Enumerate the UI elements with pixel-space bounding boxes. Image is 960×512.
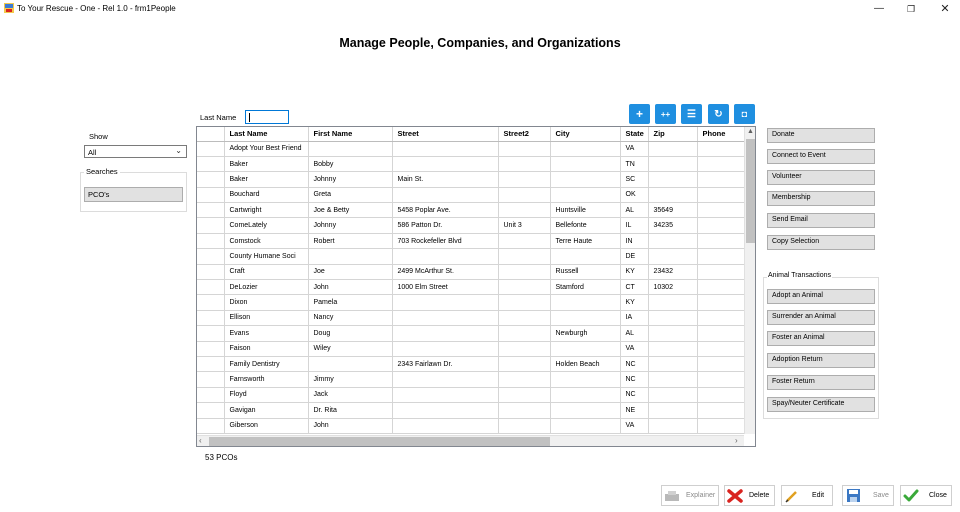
table-cell[interactable] <box>697 356 745 371</box>
window-title: To Your Rescue - One - Rel 1.0 - frm1People <box>17 4 176 13</box>
table-cell[interactable] <box>697 233 745 248</box>
table-cell[interactable] <box>392 387 498 402</box>
checkmark-icon <box>901 487 921 505</box>
table-cell[interactable]: Dr. Rita <box>308 403 392 418</box>
delete-x-icon <box>725 487 745 505</box>
table-cell[interactable] <box>498 203 550 218</box>
table-cell[interactable]: Huntsville <box>550 203 620 218</box>
table-cell[interactable] <box>550 403 620 418</box>
table-cell[interactable] <box>648 156 697 171</box>
table-cell[interactable]: 34235 <box>648 218 697 233</box>
table-cell[interactable]: AL <box>620 326 648 341</box>
table-row[interactable] <box>197 172 745 187</box>
table-row[interactable] <box>197 233 745 248</box>
show-value: All <box>88 148 97 157</box>
table-cell[interactable] <box>697 156 745 171</box>
send-email-button[interactable]: Send Email <box>767 213 875 228</box>
explainer-label: Explainer <box>686 492 716 499</box>
table-cell[interactable] <box>498 387 550 402</box>
row-header-corner <box>197 127 224 141</box>
table-cell[interactable]: NE <box>620 403 648 418</box>
table-cell[interactable] <box>648 187 697 202</box>
close-window-button[interactable]: ✕ <box>940 3 950 15</box>
table-cell[interactable]: 1000 Elm Street <box>392 280 498 295</box>
table-cell[interactable] <box>648 341 697 356</box>
column-header[interactable]: Phone <box>697 127 745 141</box>
table-cell[interactable] <box>697 264 745 279</box>
table-cell[interactable] <box>498 372 550 387</box>
table-row[interactable] <box>197 326 745 341</box>
table-cell[interactable]: Russell <box>550 264 620 279</box>
table-cell[interactable]: KY <box>620 295 648 310</box>
table-row[interactable] <box>197 156 745 171</box>
search-pcos-button[interactable]: PCO's <box>84 187 183 202</box>
row-header[interactable] <box>197 280 224 295</box>
table-cell[interactable] <box>697 341 745 356</box>
refresh-icon: ↻ <box>714 108 723 120</box>
scroll-right-icon[interactable]: › <box>735 436 738 445</box>
donate-button[interactable]: Donate <box>767 128 875 143</box>
table-cell[interactable]: John <box>308 280 392 295</box>
row-header[interactable] <box>197 372 224 387</box>
table-cell[interactable]: IN <box>620 233 648 248</box>
table-cell[interactable]: VA <box>620 341 648 356</box>
table-cell[interactable] <box>392 326 498 341</box>
table-cell[interactable]: Bobby <box>308 156 392 171</box>
table-cell[interactable]: Farnsworth <box>224 372 308 387</box>
list-button[interactable] <box>681 104 702 124</box>
table-cell[interactable]: 586 Patton Dr. <box>392 218 498 233</box>
table-cell[interactable]: Baker <box>224 156 308 171</box>
horizontal-scroll-thumb[interactable] <box>209 437 550 446</box>
save-label: Save <box>873 492 889 499</box>
table-row[interactable] <box>197 356 745 371</box>
table-cell[interactable]: 5458 Poplar Ave. <box>392 203 498 218</box>
table-cell[interactable]: 35649 <box>648 203 697 218</box>
table-row[interactable] <box>197 280 745 295</box>
table-cell[interactable]: Doug <box>308 326 392 341</box>
last-name-label: Last Name <box>200 113 237 122</box>
table-cell[interactable] <box>648 418 697 433</box>
edit-button[interactable] <box>781 485 833 506</box>
table-cell[interactable]: 2343 Fairlawn Dr. <box>392 356 498 371</box>
table-cell[interactable]: Cartwright <box>224 203 308 218</box>
table-cell[interactable]: Evans <box>224 326 308 341</box>
table-cell[interactable]: Nancy <box>308 310 392 325</box>
table-cell[interactable] <box>697 249 745 264</box>
volunteer-button[interactable]: Volunteer <box>767 170 875 185</box>
table-cell[interactable]: Johnny <box>308 172 392 187</box>
table-cell[interactable]: TN <box>620 156 648 171</box>
table-cell[interactable] <box>697 218 745 233</box>
table-row[interactable] <box>197 372 745 387</box>
table-row[interactable] <box>197 218 745 233</box>
table-cell[interactable]: IL <box>620 218 648 233</box>
table-cell[interactable]: Giberson <box>224 418 308 433</box>
table-cell[interactable] <box>550 387 620 402</box>
table-cell[interactable] <box>648 372 697 387</box>
table-row[interactable] <box>197 249 745 264</box>
table-cell[interactable] <box>697 172 745 187</box>
animal-transactions-label: Animal Transactions <box>768 272 832 279</box>
table-row[interactable] <box>197 403 745 418</box>
table-cell[interactable]: NC <box>620 387 648 402</box>
table-cell[interactable]: Holden Beach <box>550 356 620 371</box>
table-cell[interactable] <box>550 372 620 387</box>
row-header[interactable] <box>197 326 224 341</box>
table-cell[interactable] <box>697 326 745 341</box>
table-cell[interactable] <box>498 341 550 356</box>
record-count: 53 PCOs <box>205 453 238 462</box>
table-cell[interactable] <box>498 310 550 325</box>
table-cell[interactable] <box>697 141 745 156</box>
table-cell[interactable] <box>648 249 697 264</box>
table-cell[interactable]: 23432 <box>648 264 697 279</box>
table-cell[interactable]: SC <box>620 172 648 187</box>
table-cell[interactable] <box>697 403 745 418</box>
show-label: Show <box>89 132 108 141</box>
table-cell[interactable]: CT <box>620 280 648 295</box>
row-header[interactable] <box>197 356 224 371</box>
table-cell[interactable] <box>498 264 550 279</box>
chevron-down-icon: ⌄ <box>175 146 182 155</box>
camera-icon: ◘ <box>741 109 748 119</box>
last-name-input[interactable] <box>245 110 289 124</box>
table-cell[interactable] <box>550 156 620 171</box>
table-cell[interactable] <box>697 387 745 402</box>
table-cell[interactable] <box>308 249 392 264</box>
foster-animal-button[interactable]: Foster an Animal <box>767 331 875 346</box>
table-cell[interactable]: Craft <box>224 264 308 279</box>
table-cell[interactable]: AL <box>620 203 648 218</box>
double-plus-icon: ++ <box>660 109 671 119</box>
table-row[interactable] <box>197 418 745 433</box>
row-header[interactable] <box>197 310 224 325</box>
table-cell[interactable]: Adopt Your Best Friend <box>224 141 308 156</box>
table-cell[interactable] <box>697 295 745 310</box>
table-cell[interactable] <box>550 172 620 187</box>
table-cell[interactable] <box>648 387 697 402</box>
title-bar <box>0 0 960 18</box>
table-row[interactable] <box>197 264 745 279</box>
table-cell[interactable]: Gavigan <box>224 403 308 418</box>
row-header[interactable] <box>197 264 224 279</box>
table-cell[interactable] <box>697 187 745 202</box>
row-header[interactable] <box>197 295 224 310</box>
refresh-button[interactable] <box>708 104 729 124</box>
table-row[interactable] <box>197 295 745 310</box>
list-icon: ☰ <box>687 108 696 120</box>
explainer-icon <box>662 487 682 505</box>
table-cell[interactable]: Baker <box>224 172 308 187</box>
table-cell[interactable]: Pamela <box>308 295 392 310</box>
table-cell[interactable]: Floyd <box>224 387 308 402</box>
table-cell[interactable] <box>498 249 550 264</box>
restore-button[interactable]: ❐ <box>906 4 916 14</box>
table-cell[interactable]: VA <box>620 141 648 156</box>
table-cell[interactable] <box>392 403 498 418</box>
row-header[interactable] <box>197 187 224 202</box>
delete-button[interactable] <box>724 485 775 506</box>
table-cell[interactable] <box>498 403 550 418</box>
table-cell[interactable]: Stamford <box>550 280 620 295</box>
table-cell[interactable]: IA <box>620 310 648 325</box>
page-title: Manage People, Companies, and Organizations <box>339 36 621 50</box>
table-row[interactable] <box>197 203 745 218</box>
pencil-icon <box>782 487 802 505</box>
foster-return-button[interactable]: Foster Return <box>767 375 875 390</box>
table-cell[interactable]: Bellefonte <box>550 218 620 233</box>
row-header[interactable] <box>197 403 224 418</box>
table-cell[interactable]: OK <box>620 187 648 202</box>
table-cell[interactable] <box>392 418 498 433</box>
column-header[interactable]: Street <box>392 127 498 141</box>
table-cell[interactable] <box>392 156 498 171</box>
table-cell[interactable] <box>648 233 697 248</box>
close-button[interactable] <box>900 485 952 506</box>
table-cell[interactable] <box>550 295 620 310</box>
table-cell[interactable]: Johnny <box>308 218 392 233</box>
table-row[interactable] <box>197 387 745 402</box>
table-cell[interactable]: KY <box>620 264 648 279</box>
row-header[interactable] <box>197 341 224 356</box>
copy-selection-button[interactable]: Copy Selection <box>767 235 875 250</box>
column-header[interactable]: City <box>550 127 620 141</box>
people-grid <box>196 126 756 447</box>
table-cell[interactable]: Ellison <box>224 310 308 325</box>
table-cell[interactable] <box>648 356 697 371</box>
show-select[interactable] <box>84 145 187 158</box>
table-cell[interactable] <box>308 141 392 156</box>
table-row[interactable] <box>197 141 745 156</box>
row-header[interactable] <box>197 141 224 156</box>
scroll-up-icon[interactable]: ▲ <box>747 128 754 135</box>
table-cell[interactable] <box>648 403 697 418</box>
column-header[interactable]: Last Name <box>224 127 308 141</box>
table-cell[interactable]: Bouchard <box>224 187 308 202</box>
table-cell[interactable]: Greta <box>308 187 392 202</box>
table-cell[interactable] <box>498 172 550 187</box>
camera-button[interactable] <box>734 104 755 124</box>
explainer-button[interactable] <box>661 485 719 506</box>
text-caret <box>249 113 250 122</box>
save-button[interactable] <box>842 485 894 506</box>
add-button[interactable] <box>629 104 650 124</box>
adoption-return-button[interactable]: Adoption Return <box>767 353 875 368</box>
scroll-left-icon[interactable]: ‹ <box>199 436 202 445</box>
table-cell[interactable]: Wiley <box>308 341 392 356</box>
save-disk-icon <box>843 487 863 505</box>
table-cell[interactable] <box>648 295 697 310</box>
grid-header <box>197 127 745 141</box>
table-cell[interactable]: Main St. <box>392 172 498 187</box>
table-cell[interactable]: Newburgh <box>550 326 620 341</box>
table-cell[interactable]: John <box>308 418 392 433</box>
minimize-button[interactable]: — <box>874 3 884 14</box>
table-cell[interactable] <box>392 372 498 387</box>
column-header[interactable]: State <box>620 127 648 141</box>
table-cell[interactable]: Jack <box>308 387 392 402</box>
table-cell[interactable]: NC <box>620 372 648 387</box>
table-cell[interactable] <box>392 310 498 325</box>
row-header[interactable] <box>197 218 224 233</box>
table-cell[interactable]: 2499 McArthur St. <box>392 264 498 279</box>
vertical-scrollbar[interactable] <box>744 127 755 434</box>
row-header[interactable] <box>197 387 224 402</box>
table-cell[interactable] <box>550 341 620 356</box>
row-header[interactable] <box>197 249 224 264</box>
row-header[interactable] <box>197 172 224 187</box>
column-header[interactable]: First Name <box>308 127 392 141</box>
table-cell[interactable] <box>498 233 550 248</box>
table-cell[interactable]: County Humane Soci <box>224 249 308 264</box>
table-cell[interactable]: Joe & Betty <box>308 203 392 218</box>
row-header[interactable] <box>197 156 224 171</box>
table-row[interactable] <box>197 341 745 356</box>
table-cell[interactable]: Jimmy <box>308 372 392 387</box>
table-cell[interactable]: 703 Rockefeller Blvd <box>392 233 498 248</box>
table-cell[interactable] <box>648 326 697 341</box>
table-cell[interactable]: Dixon <box>224 295 308 310</box>
connect-to-event-button[interactable]: Connect to Event <box>767 149 875 164</box>
table-cell[interactable] <box>498 418 550 433</box>
table-cell[interactable] <box>498 280 550 295</box>
adopt-animal-button[interactable]: Adopt an Animal <box>767 289 875 304</box>
table-cell[interactable] <box>392 341 498 356</box>
table-cell[interactable] <box>697 203 745 218</box>
table-cell[interactable] <box>648 310 697 325</box>
row-header[interactable] <box>197 203 224 218</box>
plus-icon: + <box>635 107 643 121</box>
table-cell[interactable]: Joe <box>308 264 392 279</box>
table-cell[interactable]: Comstock <box>224 233 308 248</box>
column-header[interactable]: Zip <box>648 127 697 141</box>
table-row[interactable] <box>197 187 745 202</box>
delete-label: Delete <box>749 492 770 499</box>
table-cell[interactable] <box>392 249 498 264</box>
spay-neuter-certificate-button[interactable]: Spay/Neuter Certificate <box>767 397 875 412</box>
searches-label: Searches <box>86 167 118 176</box>
table-cell[interactable]: ComeLately <box>224 218 308 233</box>
table-cell[interactable]: VA <box>620 418 648 433</box>
table-cell[interactable]: Terre Haute <box>550 233 620 248</box>
table-cell[interactable] <box>550 249 620 264</box>
table-cell[interactable] <box>498 356 550 371</box>
table-cell[interactable] <box>392 187 498 202</box>
table-cell[interactable]: NC <box>620 356 648 371</box>
table-cell[interactable]: Unit 3 <box>498 218 550 233</box>
horizontal-scrollbar[interactable] <box>197 435 744 446</box>
app-icon <box>4 3 14 13</box>
table-cell[interactable] <box>550 141 620 156</box>
table-cell[interactable] <box>697 372 745 387</box>
row-header[interactable] <box>197 418 224 433</box>
table-cell[interactable]: Robert <box>308 233 392 248</box>
table-cell[interactable] <box>697 280 745 295</box>
close-label: Close <box>929 492 947 499</box>
vertical-scroll-thumb[interactable] <box>746 139 755 243</box>
table-cell[interactable] <box>550 310 620 325</box>
row-header[interactable] <box>197 233 224 248</box>
table-cell[interactable] <box>498 326 550 341</box>
membership-button[interactable]: Membership <box>767 191 875 206</box>
table-cell[interactable] <box>648 141 697 156</box>
table-cell[interactable] <box>697 310 745 325</box>
table-cell[interactable] <box>392 295 498 310</box>
surrender-animal-button[interactable]: Surrender an Animal <box>767 310 875 325</box>
table-cell[interactable] <box>697 418 745 433</box>
table-cell[interactable] <box>550 418 620 433</box>
table-cell[interactable] <box>498 141 550 156</box>
table-cell[interactable] <box>498 156 550 171</box>
column-header[interactable]: Street2 <box>498 127 550 141</box>
edit-label: Edit <box>812 492 825 499</box>
table-cell[interactable] <box>308 356 392 371</box>
table-row[interactable] <box>197 310 745 325</box>
table-cell[interactable] <box>392 141 498 156</box>
table-cell[interactable]: Faison <box>224 341 308 356</box>
table-cell[interactable] <box>648 172 697 187</box>
table-cell[interactable] <box>498 187 550 202</box>
table-cell[interactable]: 10302 <box>648 280 697 295</box>
table-cell[interactable]: DeLozier <box>224 280 308 295</box>
table-cell[interactable] <box>550 187 620 202</box>
table-cell[interactable] <box>498 295 550 310</box>
table-cell[interactable]: Family Dentistry <box>224 356 308 371</box>
table-cell[interactable]: DE <box>620 249 648 264</box>
add-multiple-button[interactable] <box>655 104 676 124</box>
